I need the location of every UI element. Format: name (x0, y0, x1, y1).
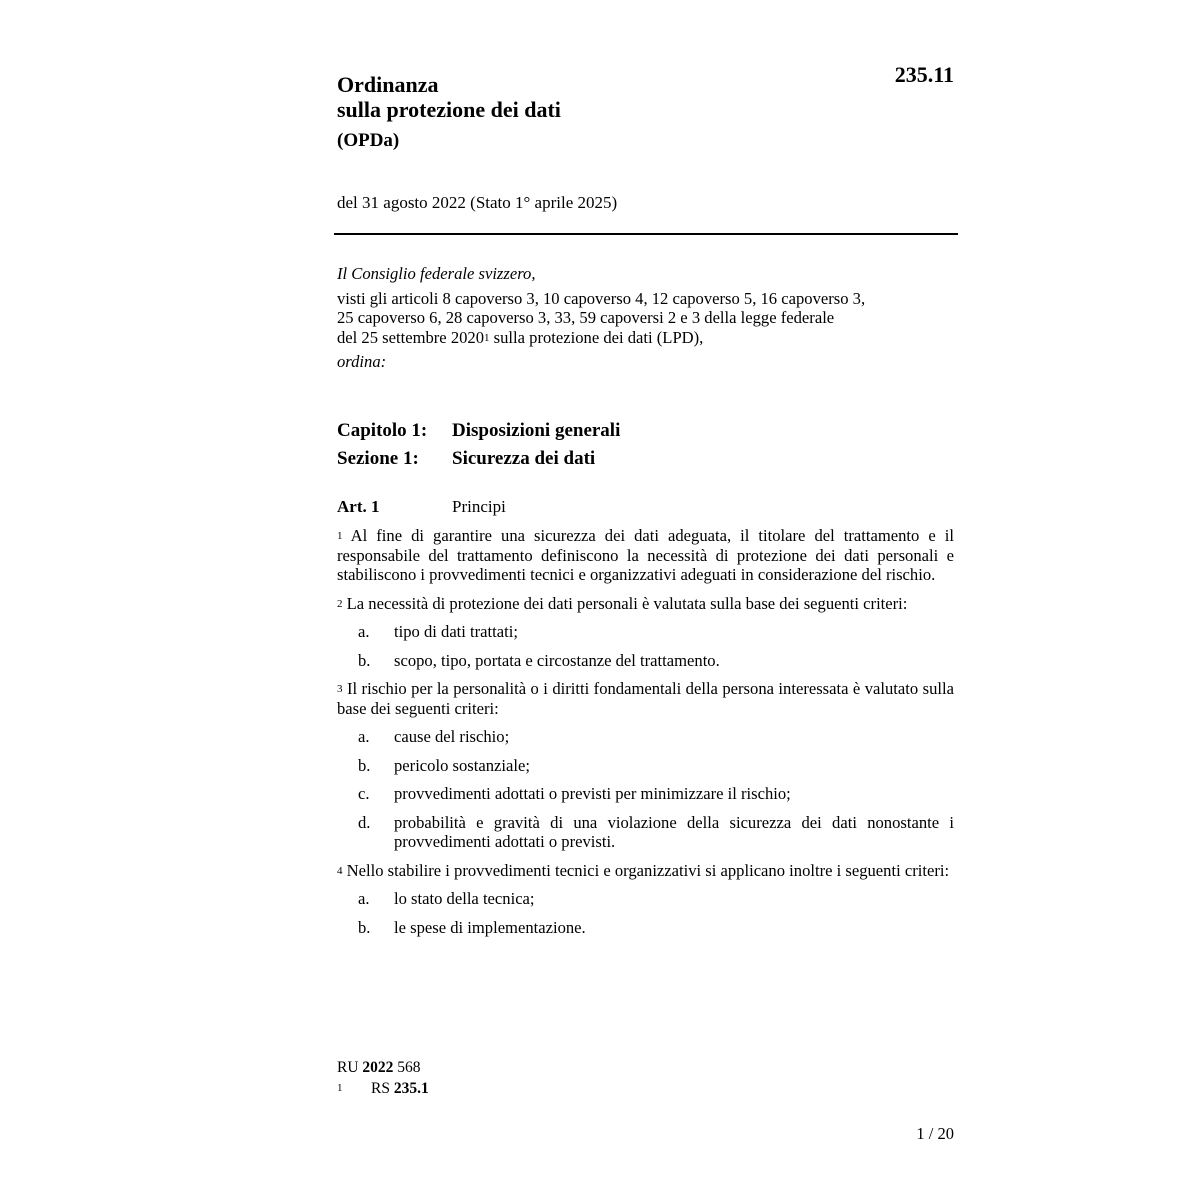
list-item (337, 622, 954, 642)
paragraph-number: 2 (337, 597, 343, 610)
footnote-link[interactable]: 235.1 (393, 1080, 429, 1097)
document-date: del 31 agosto 2022 (Stato 1° aprile 2025) (337, 193, 618, 212)
footnote-1 (337, 1079, 429, 1098)
paragraph-1 (337, 526, 954, 585)
paragraph-3 (337, 679, 954, 718)
preamble-authority: Il Consiglio federale svizzero, (337, 264, 536, 283)
list-item (337, 918, 954, 938)
list-marker: c. (358, 784, 370, 803)
article-title: Principi (452, 497, 506, 516)
title-line-2: sulla protezione dei dati (337, 97, 561, 122)
paragraph-number: 3 (337, 683, 343, 695)
preamble (337, 264, 954, 372)
footnote-prefix: RS (371, 1080, 394, 1097)
preamble-line-2: 25 capoverso 6, 28 capoverso 3, 33, 59 capoversi 2 e 3 della legge federale (337, 308, 835, 327)
chapter-label: Capitolo 1: (337, 420, 428, 441)
list-item (337, 889, 954, 909)
title-line-1: Ordinanza (337, 72, 439, 97)
preamble-line-3 (337, 328, 954, 348)
section-heading (337, 448, 595, 470)
list-marker: b. (358, 650, 371, 670)
document-title (337, 72, 561, 122)
list-marker: b. (358, 755, 371, 775)
list-text: probabilità e gravità di una violazione della sicurezza dei dati nonostante i provvedimenti adottati o previsti. (394, 812, 954, 851)
paragraph-text: La necessità di protezione dei dati personali è valutata sulla base dei seguenti criteri: (346, 593, 908, 613)
paragraph-text: Al fine di garantire una sicurezza dei dati adeguata, il titolare del trattamento e il responsabile del trattamento definiscono la necessità di protezione dei dati personali e stabiliscono i provvedimenti tecnici e organizzativi adeguati in considerazione del rischio. (337, 526, 954, 584)
list-item (337, 727, 954, 747)
list-marker: a. (358, 727, 370, 746)
list-marker: a. (358, 889, 370, 908)
list-marker: a. (358, 622, 370, 641)
preamble-decree: ordina: (337, 352, 387, 371)
list-item (337, 813, 954, 852)
list-text: tipo di dati trattati; (394, 622, 518, 641)
ru-year: 2022 (362, 1059, 394, 1076)
sr-number: 235.11 (894, 62, 954, 87)
list-marker: b. (358, 917, 371, 937)
official-compilation-ref (337, 1058, 421, 1077)
list-marker: d. (358, 812, 371, 832)
ru-prefix: RU (337, 1059, 363, 1076)
paragraph-number: 1 (337, 530, 343, 542)
footnote-text (371, 1079, 429, 1098)
paragraph-2 (337, 594, 954, 614)
footnote-number: 1 (337, 1082, 343, 1094)
preamble-line-3-after: sulla protezione dei dati (LPD), (489, 327, 704, 347)
footnote-ref-1[interactable]: 1 (484, 331, 490, 344)
section-title: Sicurezza dei dati (452, 448, 596, 469)
list-item (337, 784, 954, 804)
list-text: pericolo sostanziale; (394, 755, 530, 775)
list-item (337, 651, 954, 671)
list-item (337, 756, 954, 776)
article-heading (337, 497, 506, 517)
paragraph-text: Nello stabilire i provvedimenti tecnici e organizzativi si applicano inoltre i seguenti criteri: (346, 860, 950, 880)
paragraph-4 (337, 861, 954, 881)
list-text: lo stato della tecnica; (394, 889, 535, 908)
paragraph-number: 4 (337, 864, 343, 877)
ru-page: 568 (393, 1059, 421, 1076)
chapter-title: Disposizioni generali (452, 420, 621, 441)
list-text: le spese di implementazione. (394, 917, 586, 937)
list-text: cause del rischio; (394, 727, 510, 746)
paragraph-text: Il rischio per la personalità o i diritti fondamentali della persona interessata è valutato sulla base dei seguenti criteri: (337, 679, 954, 718)
chapter-heading (337, 420, 620, 442)
list-text: provvedimenti adottati o previsti per minimizzare il rischio; (394, 784, 791, 803)
preamble-line-3-before: del 25 settembre 2020 (337, 327, 485, 347)
document-abbreviation: (OPDa) (337, 130, 400, 151)
article-label: Art. 1 (337, 497, 380, 516)
section-label: Sezione 1: (337, 448, 419, 469)
header-divider (334, 233, 958, 235)
list-text: scopo, tipo, portata e circostanze del trattamento. (394, 650, 720, 670)
page-number: 1 / 20 (916, 1124, 954, 1143)
article-body (337, 526, 954, 946)
preamble-line-1: visti gli articoli 8 capoverso 3, 10 capoverso 4, 12 capoverso 5, 16 capoverso 3, (337, 288, 866, 308)
